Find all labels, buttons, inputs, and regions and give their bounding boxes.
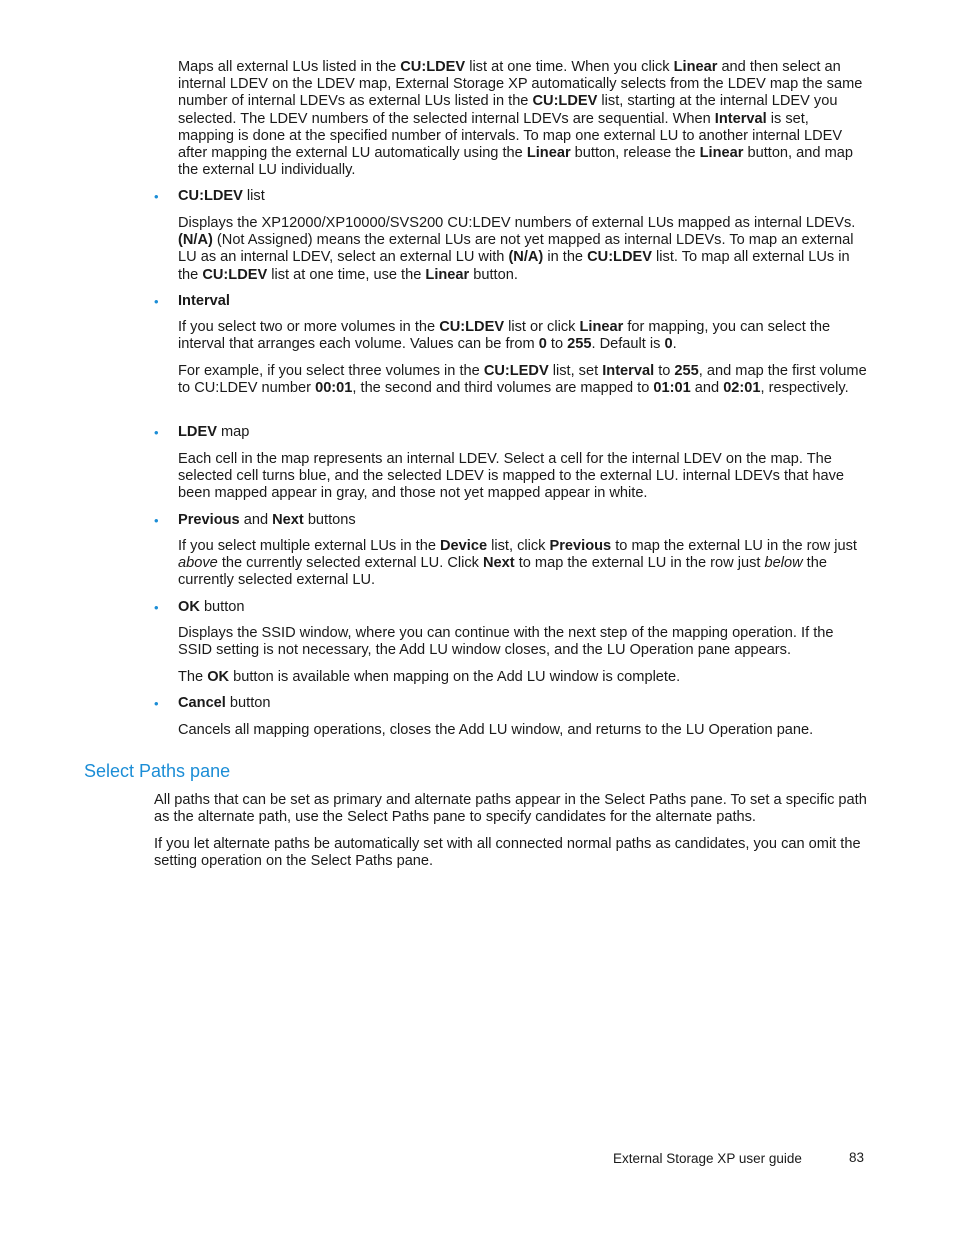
section-heading: Select Paths pane xyxy=(84,761,231,781)
ok-description: Displays the SSID window, where you can continue with the next step of the mapping operation. If the SSID setting is not necessary, the Add LU window closes, and the LU Operation pane appears. xyxy=(178,625,834,659)
section-paragraph-2: If you let alternate paths be automatically set with all connected normal paths as candidates, you can omit the setting operation on the Select Paths pane. xyxy=(154,836,861,870)
bullet-icon: • xyxy=(154,294,159,309)
footer-title: External Storage XP user guide xyxy=(613,1151,802,1166)
previous-next-description: If you select multiple external LUs in the Device list, click Previous to map the external LU in the row just above the currently selected external LU. Click Next to map the external LU in the row just below the currently selected external LU. xyxy=(178,538,857,589)
bullet-icon: • xyxy=(154,696,159,711)
linear-description: Maps all external LUs listed in the CU:LDEV list at one time. When you click Linear and then select an internal LDEV on the LDEV map, External Storage XP automatically selects from the LDEV map the same number of internal LDEVs as external LUs listed in the CU:LDEV list, starting at the internal LDEV you selected. The LDEV numbers of the selected internal LDEVs are sequential. When Interval is set, mapping is done at the specified number of intervals. To map one external LU to another internal LDEV after mapping the external LU automatically using the Linear button, release the Linear button, and map the external LU individually. xyxy=(178,59,863,179)
page-number: 83 xyxy=(849,1150,865,1165)
ok-availability: The OK button is available when mapping on the Add LU window is complete. xyxy=(178,669,681,685)
bullet-icon: • xyxy=(154,425,159,440)
bullet-icon: • xyxy=(154,600,159,615)
interval-description: If you select two or more volumes in the CU:LDEV list or click Linear for mapping, you can select the interval that arranges each volume. Values can be from 0 to 255. Default is 0. xyxy=(178,319,831,353)
cancel-description: Cancels all mapping operations, closes the Add LU window, and returns to the LU Operation pane. xyxy=(178,722,814,738)
bullet-icon: • xyxy=(154,513,159,528)
interval-example: For example, if you select three volumes in the CU:LEDV list, set Interval to 255, and map the first volume to CU:LDEV number 00:01, the second and third volumes are mapped to 01:01 and 02:01, respectively. xyxy=(178,363,867,397)
section-paragraph-1: All paths that can be set as primary and alternate paths appear in the Select Paths pane. To set a specific path as the alternate path, use the Select Paths pane to specify candidates for the alternate paths. xyxy=(154,792,867,826)
ldev-map-description: Each cell in the map represents an internal LDEV. Select a cell for the internal LDEV on the map. The selected cell turns blue, and the selected LDEV is mapped to the external LU. internal LDEVs that have been mapped appear in gray, and those not yet mapped appear in white. xyxy=(178,451,845,502)
bullet-icon: • xyxy=(154,189,159,204)
culdev-description: Displays the XP12000/XP10000/SVS200 CU:LDEV numbers of external LUs mapped as internal LDEVs. (N/A) (Not Assigned) means the external LUs are not yet mapped as internal LDEVs. To map an external LU as an internal LDEV, select an external LU with (N/A) in the CU:LDEV list. To map all external LUs in the CU:LDEV list at one time, use the Linear button. xyxy=(178,215,856,283)
